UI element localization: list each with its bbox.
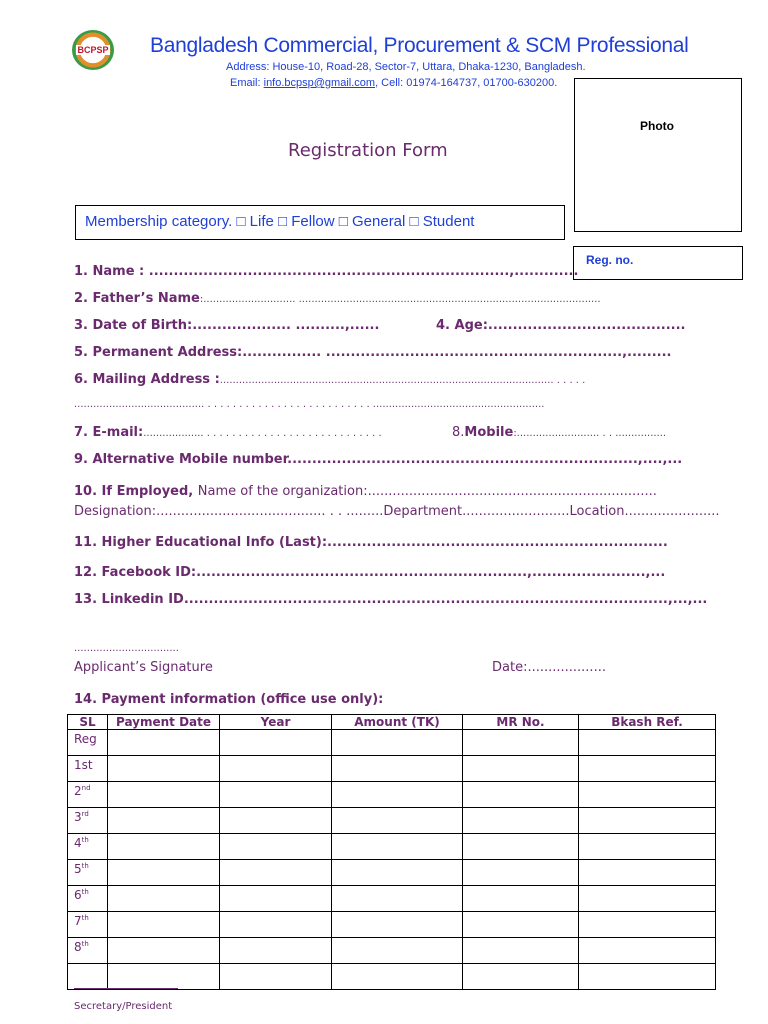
payment-cell[interactable] [579,730,716,756]
form-title: Registration Form [288,140,448,161]
field-designation[interactable] [74,504,720,519]
membership-category-box[interactable] [75,205,565,240]
signature-date[interactable]: Date:................... [492,660,606,675]
payment-cell[interactable] [332,912,463,938]
field-linkedin[interactable] [74,592,707,607]
dob-label: 3. Date of Birth: [74,318,193,333]
payment-cell[interactable] [108,834,220,860]
field-email[interactable] [74,425,382,440]
sl-cell [68,730,108,756]
payment-cell[interactable] [332,782,463,808]
alt-mobile-label: 9. Alternative Mobile number [74,452,288,467]
sl-superscript: nd [81,784,91,792]
mailing-address-label: 6. Mailing Address : [74,372,220,387]
contact-line [230,77,557,89]
table-row [68,860,716,886]
sl-cell [68,886,108,912]
payment-cell[interactable] [332,964,463,990]
column-header: Bkash Ref. [579,715,716,730]
payment-cell[interactable] [220,886,332,912]
payment-cell[interactable] [332,730,463,756]
payment-cell[interactable] [463,938,579,964]
payment-cell[interactable] [332,860,463,886]
payment-cell[interactable] [463,964,579,990]
signature-line[interactable]: ................................. [74,643,179,654]
designation-department-location: Designation:......................................... . . .........Department..........................Location....................... [74,504,720,519]
sl-cell [68,808,108,834]
field-mailing-address[interactable] [74,372,585,387]
field-age[interactable] [436,318,685,333]
payment-cell[interactable] [220,860,332,886]
field-mailing-address-cont[interactable] [74,399,544,410]
table-row [68,938,716,964]
payment-cell[interactable] [579,912,716,938]
age-label: 4. Age: [436,318,488,333]
payment-cell[interactable] [579,834,716,860]
sl-cell [68,964,108,990]
payment-cell[interactable] [108,938,220,964]
sl-cell [68,782,108,808]
table-row [68,808,716,834]
table-row [68,912,716,938]
education-dots: ..................................................................... [327,535,668,550]
payment-cell[interactable] [463,886,579,912]
mailing-address-cont-dots: ......................................... . . . . . . . . . . . . . . . . . . . . . . . . . . ...................................................... [74,399,545,410]
column-header: Year [220,715,332,730]
payment-cell[interactable] [463,756,579,782]
payment-cell[interactable] [579,886,716,912]
secretary-signature-line [74,988,178,989]
mobile-number-prefix: 8. [452,425,465,440]
permanent-address-label: 5. Permanent Address: [74,345,243,360]
payment-heading-text: 14. Payment information (office use only): [74,692,384,707]
age-dots: ........................................ [487,318,686,333]
father-name-dots: :............................. ............................................................................................... [199,294,601,305]
payment-cell[interactable] [463,860,579,886]
linkedin-label: 13. Linkedin ID [74,592,184,607]
linkedin-dots: ..................................................................................................,...,... [183,592,708,607]
sl-label: 2 [74,784,82,798]
name-label: 1. Name : [74,264,149,279]
payment-cell[interactable] [108,782,220,808]
payment-cell[interactable] [332,938,463,964]
column-header: SL [68,715,108,730]
sl-cell [68,834,108,860]
alt-mobile-dots: .......................................................................,....,... [287,452,683,467]
field-father-name[interactable] [74,291,601,306]
payment-cell[interactable] [463,730,579,756]
sl-label: Reg [74,732,97,746]
field-dob[interactable] [74,318,379,333]
payment-cell[interactable] [108,912,220,938]
sl-superscript: th [81,914,89,922]
permanent-address-dots: ................ ............................................................,......... [242,345,672,360]
payment-cell[interactable] [332,808,463,834]
facebook-label: 12. Facebook ID: [74,565,197,580]
payment-cell[interactable] [579,938,716,964]
sl-label: 8 [74,940,82,954]
column-header: MR No. [463,715,579,730]
table-row [68,756,716,782]
field-mobile[interactable] [452,425,666,440]
facebook-dots: ...................................................................,.......................,... [196,565,666,580]
payment-cell[interactable] [220,912,332,938]
field-education[interactable] [74,535,668,550]
payment-cell[interactable] [108,756,220,782]
reg-no-label: Reg. no. [586,253,634,267]
table-row [68,964,716,990]
bcpsp-logo [72,30,114,70]
payment-table [67,714,716,990]
email-label: Email: [230,77,264,89]
organization-address: Address: House-10, Road-28, Sector-7, Uttara, Dhaka-1230, Bangladesh. [226,61,586,73]
payment-table-header [68,715,716,730]
sl-label: 5 [74,862,82,876]
mobile-dots: :.......................... . . ................ [513,428,667,439]
sl-superscript: th [81,888,89,896]
payment-cell[interactable] [463,782,579,808]
applicant-signature-label: Applicant’s Signature [74,660,213,675]
dob-dots: .................... ..........,...... [192,318,380,333]
column-header: Amount (TK) [332,715,463,730]
payment-cell[interactable] [579,782,716,808]
sl-label: 3 [74,810,82,824]
sl-cell [68,860,108,886]
email-link[interactable]: info.bcpsp@gmail.com [263,77,376,89]
sl-superscript: th [81,862,89,870]
mobile-label: Mobile [464,425,514,440]
payment-cell[interactable] [332,886,463,912]
sl-label: 6 [74,888,82,902]
field-employment[interactable] [74,484,657,499]
column-header: Payment Date [108,715,220,730]
payment-cell[interactable] [220,756,332,782]
sl-superscript: rd [81,810,89,818]
payment-cell[interactable] [332,756,463,782]
payment-cell[interactable] [220,730,332,756]
payment-cell[interactable] [332,834,463,860]
payment-cell[interactable] [579,808,716,834]
payment-cell[interactable] [108,886,220,912]
membership-category-text: Membership category. □ Life □ Fellow □ General □ Student [85,213,475,230]
sl-cell [68,756,108,782]
employed-label: 10. If Employed, [74,484,198,499]
payment-cell[interactable] [220,938,332,964]
sl-label: 4 [74,836,82,850]
reg-no-box[interactable] [573,246,743,280]
payment-heading [74,692,383,707]
payment-cell[interactable] [579,860,716,886]
sl-label: 1st [74,758,93,772]
payment-cell[interactable] [108,860,220,886]
payment-cell[interactable] [220,964,332,990]
payment-cell[interactable] [579,756,716,782]
payment-cell[interactable] [220,782,332,808]
sl-cell [68,938,108,964]
photo-box[interactable] [574,78,742,232]
email-field-dots: ................... . . . . . . . . . . . . . . . . . . . . . . . . . . . . [143,428,382,439]
payment-cell[interactable] [108,730,220,756]
organization-name-field: Name of the organization:...................................................................... [197,484,657,499]
father-name-label: 2. Father’s Name [74,291,200,306]
table-row [68,782,716,808]
table-row [68,730,716,756]
table-row [68,886,716,912]
field-name[interactable] [74,264,578,279]
logo-text: BCPSP [77,45,109,55]
sl-superscript: th [81,940,89,948]
payment-cell[interactable] [463,912,579,938]
sl-superscript: th [81,836,89,844]
sl-cell [68,912,108,938]
secretary-president-label: Secretary/President [74,1001,173,1012]
field-alt-mobile[interactable] [74,452,682,467]
education-label: 11. Higher Educational Info (Last): [74,535,328,550]
sl-label: 7 [74,914,82,928]
mailing-address-dots: ......................................................................................................... . . . . . [219,375,586,386]
organization-name: Bangladesh Commercial, Procurement & SCM Professional [150,34,689,57]
cell-numbers: , Cell: 01974-164737, 01700-630200. [375,77,558,89]
payment-cell[interactable] [220,808,332,834]
name-dots: .........................................................................,............. [148,264,579,279]
payment-cell[interactable] [463,808,579,834]
photo-label: Photo [640,119,674,133]
payment-cell[interactable] [108,964,220,990]
payment-cell[interactable] [463,834,579,860]
field-permanent-address[interactable] [74,345,671,360]
payment-cell[interactable] [579,964,716,990]
payment-cell[interactable] [108,808,220,834]
payment-cell[interactable] [220,834,332,860]
table-row [68,834,716,860]
email-field-label: 7. E-mail: [74,425,144,440]
field-facebook[interactable] [74,565,665,580]
